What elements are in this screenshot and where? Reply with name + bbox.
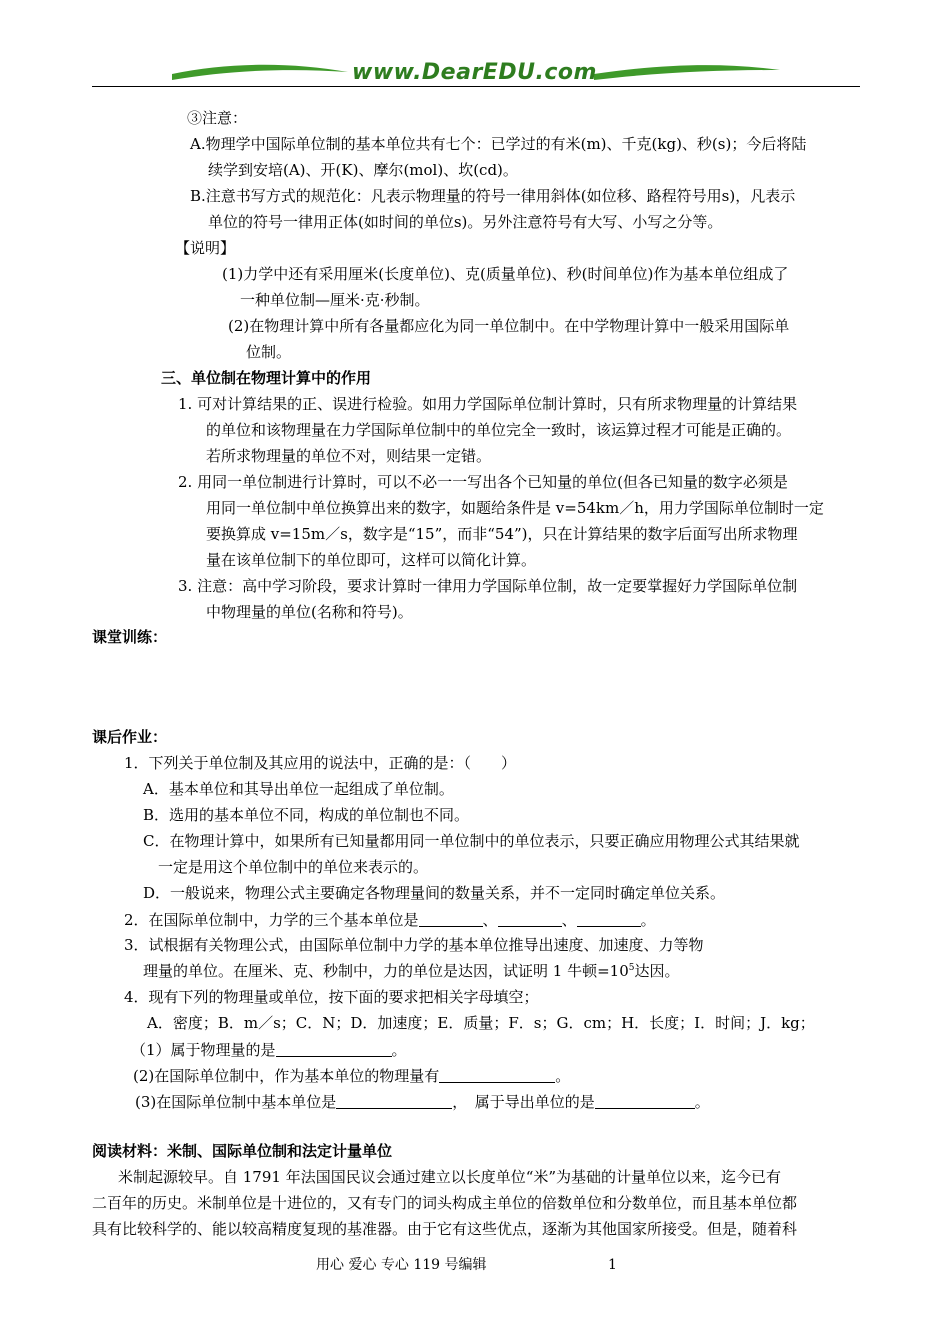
footer-text: 用心 爱心 专心 119 号编辑 — [316, 1257, 487, 1273]
option-d: D．一般说来，物理公式主要确定各物理量间的数量关系，并不一定同时确定单位关系。 — [143, 884, 726, 902]
part-3-mid-text: ， 属于导出单位的是 — [452, 1093, 595, 1111]
point-3-line1: 3. 注意：高中学习阶段，要求计算时一律用力学国际单位制，故一定要掌握好力学国际单位制 — [178, 577, 798, 595]
period: 。 — [555, 1067, 571, 1085]
header-swoosh-right — [592, 60, 782, 86]
answer-blank[interactable] — [595, 1094, 695, 1109]
note-a-line2: 续学到安培(A)、开(K)、摩尔(mol)、坎(cd)。 — [208, 161, 518, 179]
explanation-1-line2: 一种单位制—厘米·克·秒制。 — [240, 291, 430, 309]
question-2 — [124, 912, 656, 928]
period: 。 — [391, 1041, 407, 1059]
separator: 、 — [482, 911, 498, 929]
answer-blank[interactable] — [498, 912, 562, 927]
question-3-text: 理量的单位。在厘米、克、秒制中，力的单位是达因，试证明 1 牛顿=10 — [143, 962, 629, 980]
point-2-line3: 要换算成 v=15m／s，数字是“15”，而非“54”)，只在计算结果的数字后面写出所求物理 — [206, 525, 798, 543]
question-4-options: A．密度；B．m／s；C．N；D．加速度；E．质量；F．s；G．cm；H．长度；I．时间；J．kg； — [147, 1014, 815, 1032]
question-3-line2 — [143, 964, 680, 979]
homework-heading: 课后作业： — [92, 728, 168, 746]
answer-blank[interactable] — [577, 912, 641, 927]
classroom-practice-heading: 课堂训练： — [92, 628, 168, 646]
part-3-text: (3)在国际单位制中基本单位是 — [135, 1093, 337, 1111]
note-a-line1: A.物理学中国际单位制的基本单位共有七个：已学过的有米(m)、千克(kg)、秒(s)；今后将陆 — [190, 135, 807, 153]
explanation-2-line2: 位制。 — [246, 343, 292, 361]
reading-paragraph-line2: 二百年的历史。米制单位是十进位的，又有专门的词头构成主单位的倍数单位和分数单位，而且基本单位都 — [92, 1194, 798, 1212]
point-2-line1: 2. 用同一单位制进行计算时，可以不必一一写出各个已知量的单位(但各已知量的数字必须是 — [178, 473, 788, 491]
point-3-line2: 中物理量的单位(名称和符号)。 — [206, 603, 413, 621]
exponent: 5 — [628, 963, 635, 973]
explanation-heading: 【说明】 — [175, 239, 236, 257]
answer-blank[interactable] — [336, 1094, 452, 1109]
reading-paragraph-line3: 具有比较科学的、能以较高精度复现的基准器。由于它有这些优点，逐渐为其他国家所接受。但是，随着科 — [92, 1220, 798, 1238]
question-4-part-2 — [133, 1068, 570, 1084]
part-2-text: (2)在国际单位制中，作为基本单位的物理量有 — [133, 1067, 440, 1085]
option-a: A．基本单位和其导出单位一起组成了单位制。 — [143, 780, 454, 798]
note-b-line2: 单位的符号一律用正体(如时间的单位s)。另外注意符号有大写、小写之分等。 — [208, 213, 723, 231]
header-swoosh-left — [170, 60, 350, 86]
reading-paragraph-line1: 米制起源较早。自 1791 年法国国民议会通过建立以长度单位“米”为基础的计量单位以来，迄今已有 — [118, 1168, 782, 1186]
separator: 、 — [561, 911, 577, 929]
explanation-1-line1: (1)力学中还有采用厘米(长度单位)、克(质量单位)、秒(时间单位)作为基本单位组成了 — [222, 265, 789, 283]
option-c-line2: 一定是用这个单位制中的单位来表示的。 — [158, 858, 429, 876]
point-1-line2: 的单位和该物理量在力学国际单位制中的单位完全一致时，该运算过程才可能是正确的。 — [206, 421, 792, 439]
reading-heading: 阅读材料：米制、国际单位制和法定计量单位 — [92, 1142, 393, 1160]
question-2-text: 2．在国际单位制中，力学的三个基本单位是 — [124, 911, 419, 929]
point-2-line4: 量在该单位制下的单位即可，这样可以简化计算。 — [206, 551, 537, 569]
page-number: 1 — [608, 1257, 617, 1273]
question-4-part-3 — [135, 1094, 710, 1110]
option-c-line1: C．在物理计算中，如果所有已知量都用同一单位制中的单位表示，只要正确应用物理公式其结果就 — [143, 832, 800, 850]
answer-blank[interactable] — [276, 1042, 392, 1057]
point-1-line1: 1. 可对计算结果的正、误进行检验。如用力学国际单位制计算时，只有所求物理量的计算结果 — [178, 395, 798, 413]
part-1-text: （1）属于物理量的是 — [131, 1041, 276, 1059]
point-1-line3: 若所求物理量的单位不对，则结果一定错。 — [206, 447, 492, 465]
question-3-unit: 达因。 — [634, 962, 680, 980]
question-4-part-1 — [131, 1042, 407, 1058]
section-3-heading: 三、单位制在物理计算中的作用 — [161, 369, 372, 387]
answer-blank[interactable] — [419, 912, 483, 927]
question-4: 4．现有下列的物理量或单位，按下面的要求把相关字母填空； — [124, 988, 539, 1006]
period: 。 — [694, 1093, 710, 1111]
site-logo: www.DearEDU.com — [352, 60, 597, 85]
note-b-line1: B.注意书写方式的规范化：凡表示物理量的符号一律用斜体(如位移、路程符号用s)，凡表示 — [190, 187, 796, 205]
explanation-2-line1: (2)在物理计算中所有各量都应化为同一单位制中。在中学物理计算中一般采用国际单 — [228, 317, 790, 335]
answer-blank[interactable] — [439, 1068, 555, 1083]
question-3-line1: 3．试根据有关物理公式，由国际单位制中力学的基本单位推导出速度、加速度、力等物 — [124, 936, 704, 954]
point-2-line2: 用同一单位制中单位换算出来的数字，如题给条件是 v=54km／h，用力学国际单位制时一定 — [206, 499, 824, 517]
header-divider — [92, 86, 860, 87]
period: 。 — [640, 911, 656, 929]
note-heading: ③注意： — [187, 109, 248, 127]
question-1: 1．下列关于单位制及其应用的说法中，正确的是：（ ） — [124, 754, 517, 772]
option-b: B．选用的基本单位不同，构成的单位制也不同。 — [143, 806, 470, 824]
